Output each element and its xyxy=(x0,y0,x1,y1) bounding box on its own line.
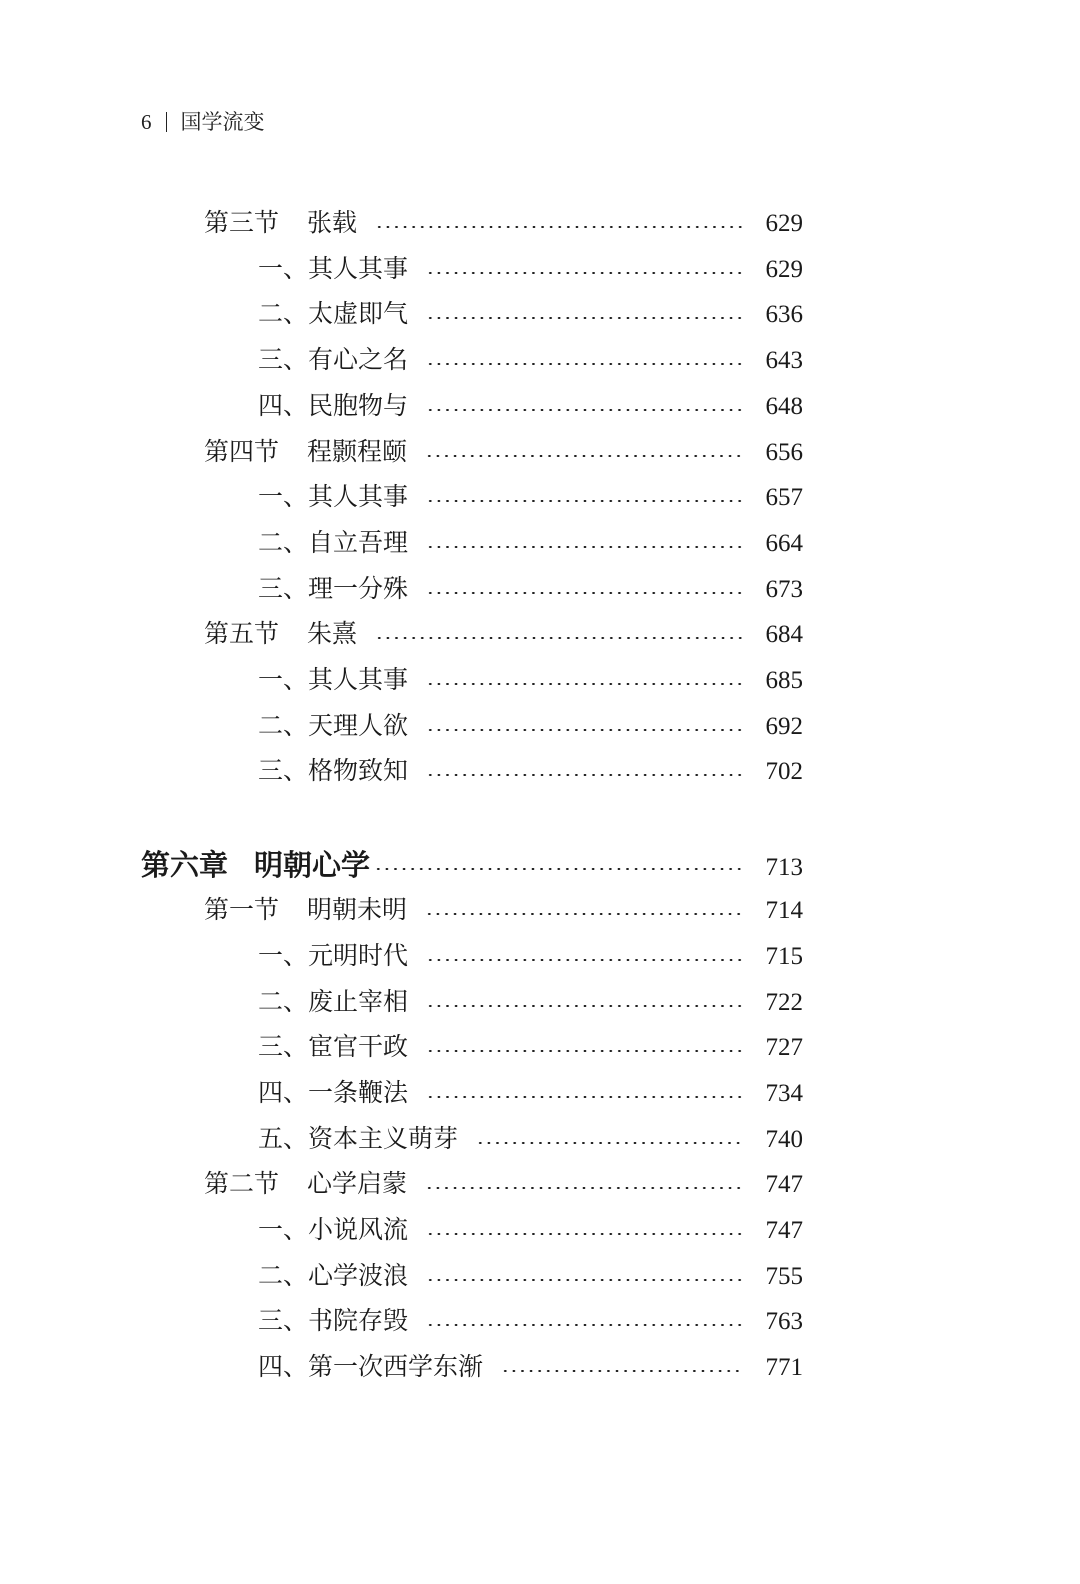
toc-entry-title: 理一分殊 xyxy=(308,573,409,603)
toc-entry-item[interactable] xyxy=(258,475,803,519)
toc-entry-item[interactable] xyxy=(258,521,803,565)
toc-entry-item[interactable] xyxy=(258,1345,803,1389)
toc-entry-page-number: 692 xyxy=(765,712,803,740)
dot-leader xyxy=(426,546,743,548)
toc-entry-page-number: 771 xyxy=(765,1354,803,1382)
toc-entry-section[interactable] xyxy=(204,430,803,474)
toc-entry-title: 心学启蒙 xyxy=(307,1169,408,1199)
toc-entry-page-number: 715 xyxy=(765,942,803,970)
toc-entry-number: 第二节 xyxy=(204,1169,280,1199)
dot-leader xyxy=(426,409,743,411)
toc-entry-number: 三、 xyxy=(258,756,309,786)
toc-entry-label xyxy=(258,384,408,428)
toc-entry-page-number: 636 xyxy=(765,301,803,329)
toc-entry-number: 第六章 xyxy=(141,848,229,883)
dot-leader xyxy=(426,1050,743,1052)
toc-entry-label xyxy=(204,888,407,932)
toc-entry-number: 四、 xyxy=(258,1077,309,1107)
toc-entry-item[interactable] xyxy=(258,658,803,702)
toc-entry-page-number: 664 xyxy=(765,529,803,557)
toc-entry-page-number: 722 xyxy=(765,988,803,1016)
toc-entry-section[interactable] xyxy=(204,1162,803,1206)
toc-entry-page-number: 747 xyxy=(765,1217,803,1244)
dot-leader xyxy=(374,868,743,870)
toc-entry-number: 二、 xyxy=(258,986,309,1016)
toc-entry-item[interactable] xyxy=(258,704,803,748)
toc-entry-title: 第一次西学东渐 xyxy=(308,1352,484,1382)
toc-entry-label xyxy=(204,430,407,474)
dot-leader xyxy=(426,592,743,594)
toc-entry-title: 格物致知 xyxy=(308,756,409,786)
toc-entry-number: 四、 xyxy=(258,1352,309,1382)
toc-entry-title: 自立吾理 xyxy=(308,527,409,557)
toc-entry-number: 三、 xyxy=(258,1032,309,1062)
toc-entry-title: 太虚即气 xyxy=(308,299,409,329)
toc-entry-label xyxy=(258,1345,483,1389)
dot-leader xyxy=(425,913,743,915)
dot-leader xyxy=(426,1324,743,1326)
toc-entry-item[interactable] xyxy=(258,749,803,793)
toc-entry-label xyxy=(258,1299,408,1343)
toc-entry-number: 第五节 xyxy=(204,619,280,649)
toc-entry-number: 第三节 xyxy=(204,208,280,237)
toc-entry-number: 五、 xyxy=(258,1123,309,1153)
dot-leader xyxy=(426,683,743,685)
toc-entry-title: 明朝心学 xyxy=(254,848,371,883)
toc-entry-label xyxy=(258,934,408,978)
toc-entry-label xyxy=(258,658,408,702)
toc-entry-title: 民胞物与 xyxy=(308,390,409,420)
toc-entry-page-number: 629 xyxy=(765,255,803,283)
toc-entry-item[interactable] xyxy=(258,567,803,611)
toc-entry-section[interactable] xyxy=(204,201,803,245)
toc-entry-title: 有心之名 xyxy=(308,345,409,375)
toc-entry-label xyxy=(204,612,357,656)
toc-entry-number: 一、 xyxy=(258,940,309,970)
toc-entry-label xyxy=(258,338,408,382)
toc-entry-label xyxy=(258,1071,408,1115)
toc-entry-item[interactable] xyxy=(258,338,803,382)
dot-leader xyxy=(426,317,743,319)
toc-entry-page-number: 656 xyxy=(765,438,803,466)
toc-entry-title: 心学波浪 xyxy=(308,1260,409,1290)
dot-leader xyxy=(426,1279,743,1281)
toc-entry-number: 二、 xyxy=(258,527,309,557)
toc-entry-page-number: 740 xyxy=(765,1125,803,1153)
toc-entry-title: 程颢程颐 xyxy=(307,436,408,466)
toc-entry-title: 一条鞭法 xyxy=(308,1077,409,1107)
toc-entry-label xyxy=(141,843,370,887)
toc-entry-page-number: 648 xyxy=(765,392,803,420)
dot-leader xyxy=(426,959,743,961)
toc-entry-number: 一、 xyxy=(258,253,309,283)
toc-entry-section[interactable] xyxy=(204,612,803,656)
dot-leader xyxy=(426,1096,743,1098)
toc-entry-title: 宦官干政 xyxy=(308,1032,409,1062)
toc-entry-label xyxy=(258,1025,408,1069)
dot-leader xyxy=(426,272,743,274)
toc-entry-number: 三、 xyxy=(258,1306,309,1336)
toc-entry-page-number: 734 xyxy=(765,1079,803,1107)
toc-entry-label xyxy=(258,980,408,1024)
toc-entry-label xyxy=(258,247,408,291)
toc-entry-page-number: 684 xyxy=(765,621,803,649)
toc-entry-label xyxy=(204,1162,407,1206)
toc-entry-item[interactable] xyxy=(258,247,803,291)
toc-entry-page-number: 629 xyxy=(765,210,803,237)
toc-entry-label xyxy=(258,567,408,611)
toc-entry-item[interactable] xyxy=(258,292,803,336)
toc-entry-number: 一、 xyxy=(258,482,309,512)
toc-entry-title: 其人其事 xyxy=(308,665,409,694)
toc-entry-number: 第四节 xyxy=(204,436,280,466)
toc-entry-item[interactable] xyxy=(258,1208,803,1252)
toc-entry-number: 二、 xyxy=(258,1260,309,1290)
toc-entry-title: 张载 xyxy=(307,208,358,237)
header-book-title: 国学流变 xyxy=(180,110,265,134)
toc-entry-item[interactable] xyxy=(258,934,803,978)
toc-entry-number: 二、 xyxy=(258,710,309,740)
toc-entry-number: 一、 xyxy=(258,665,309,694)
toc-entry-section[interactable] xyxy=(204,888,803,932)
dot-leader xyxy=(426,729,743,731)
toc-entry-label xyxy=(258,1117,458,1161)
toc-entry-page-number: 763 xyxy=(765,1308,803,1336)
toc-entry-item[interactable] xyxy=(258,1071,803,1115)
toc-entry-label xyxy=(258,475,408,519)
toc-entry-title: 小说风流 xyxy=(308,1215,409,1244)
toc-entry-chapter[interactable] xyxy=(141,843,803,887)
dot-leader xyxy=(375,226,743,228)
toc-entry-item[interactable] xyxy=(258,1254,803,1298)
dot-leader xyxy=(426,774,743,776)
dot-leader xyxy=(426,1233,743,1235)
toc-entry-page-number: 685 xyxy=(765,667,803,694)
toc-entry-title: 其人其事 xyxy=(308,253,409,283)
toc-entry-number: 三、 xyxy=(258,345,309,375)
toc-entry-page-number: 673 xyxy=(765,575,803,603)
toc-entry-page-number: 702 xyxy=(765,758,803,786)
toc-entry-label xyxy=(258,1254,408,1298)
toc-entry-page-number: 643 xyxy=(765,347,803,375)
dot-leader xyxy=(426,363,743,365)
toc-entry-item[interactable] xyxy=(258,1117,803,1161)
toc-entry-page-number: 727 xyxy=(765,1034,803,1062)
header-page-number: 6 xyxy=(141,110,152,134)
toc-entry-title: 废止宰相 xyxy=(308,986,409,1016)
toc-entry-label xyxy=(258,704,408,748)
toc-entry-page-number: 755 xyxy=(765,1262,803,1290)
dot-leader xyxy=(501,1370,743,1372)
toc-entry-item[interactable] xyxy=(258,384,803,428)
toc-entry-number: 四、 xyxy=(258,390,309,420)
dot-leader xyxy=(426,500,743,502)
toc-entry-title: 元明时代 xyxy=(308,940,409,970)
toc-entry-label xyxy=(258,1208,408,1252)
toc-entry-number: 一、 xyxy=(258,1215,309,1244)
dot-leader xyxy=(476,1142,743,1144)
dot-leader xyxy=(426,1005,743,1007)
dot-leader xyxy=(425,455,743,457)
toc-entry-title: 天理人欲 xyxy=(308,710,409,740)
toc-entry-number: 三、 xyxy=(258,573,309,603)
toc-entry-label xyxy=(258,521,408,565)
toc-entry-page-number: 657 xyxy=(765,484,803,512)
toc-entry-page-number: 713 xyxy=(765,854,803,882)
dot-leader xyxy=(375,637,743,639)
toc-entry-title: 朱熹 xyxy=(307,619,358,649)
toc-entry-number: 二、 xyxy=(258,299,309,329)
toc-entry-page-number: 714 xyxy=(765,897,803,925)
toc-entry-label xyxy=(204,201,357,245)
toc-entry-title: 其人其事 xyxy=(308,482,409,512)
dot-leader xyxy=(425,1187,743,1189)
toc-entry-item[interactable] xyxy=(258,980,803,1024)
toc-entry-item[interactable] xyxy=(258,1025,803,1069)
toc-entry-label xyxy=(258,292,408,336)
toc-entry-label xyxy=(258,749,408,793)
toc-entry-page-number: 747 xyxy=(765,1171,803,1199)
toc-entry-title: 书院存毁 xyxy=(308,1306,409,1336)
toc-entry-title: 明朝未明 xyxy=(307,895,408,925)
toc-entry-title: 资本主义萌芽 xyxy=(308,1123,459,1153)
toc-entry-number: 第一节 xyxy=(204,895,280,925)
toc-entry-item[interactable] xyxy=(258,1299,803,1343)
